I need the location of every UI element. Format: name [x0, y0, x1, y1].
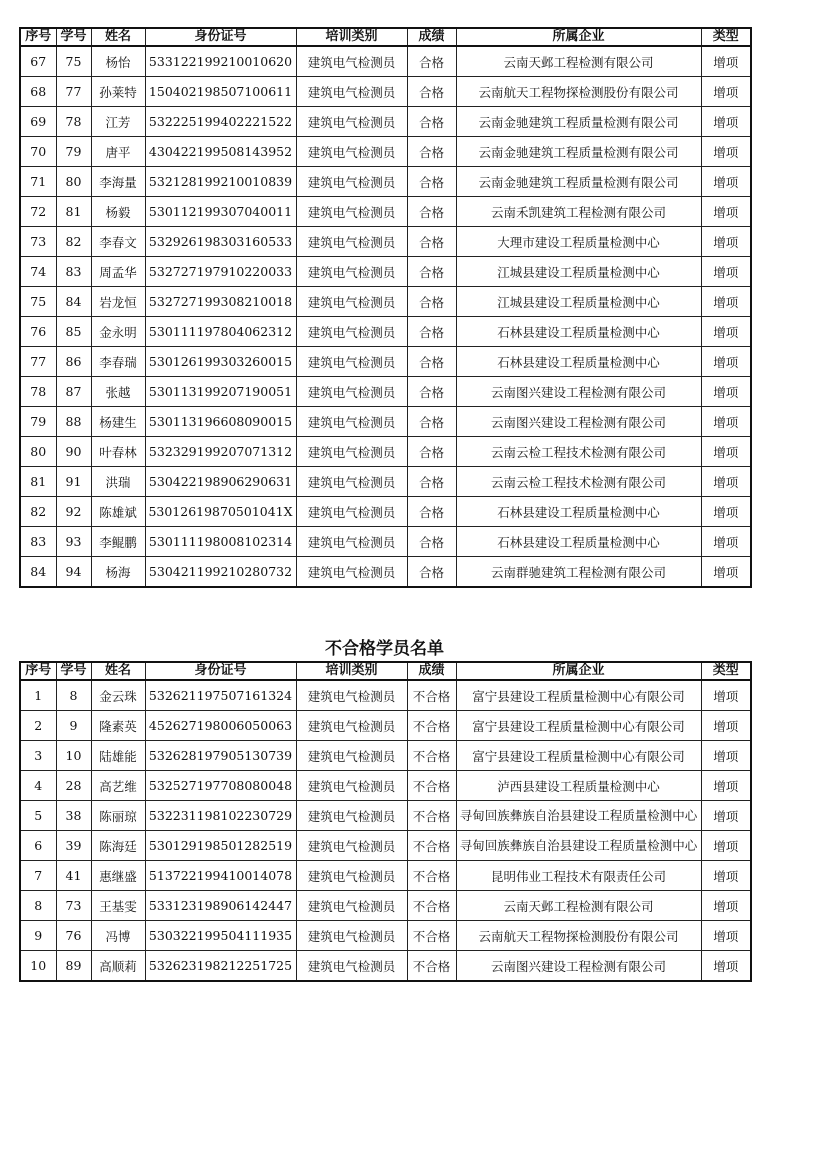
cell-student-no: 39 — [56, 831, 91, 861]
cell-result: 合格 — [407, 527, 456, 557]
cell-company: 石林县建设工程质量检测中心 — [456, 497, 701, 527]
cell-student-no: 9 — [56, 711, 91, 741]
header-result: 成绩 — [407, 28, 456, 46]
cell-id-number: 530113199207190051 — [145, 377, 296, 407]
cell-company: 昆明伟业工程技术有限责任公司 — [456, 861, 701, 891]
table-row — [20, 711, 751, 741]
cell-name: 金永明 — [91, 317, 145, 347]
cell-student-no: 28 — [56, 771, 91, 801]
table-row — [20, 467, 751, 497]
header-student-no: 学号 — [56, 662, 91, 680]
cell-id-number: 533123198906142447 — [145, 891, 296, 921]
header-student-no: 学号 — [56, 28, 91, 46]
cell-name: 陆雄能 — [91, 741, 145, 771]
cell-training-category: 建筑电气检测员 — [296, 407, 407, 437]
cell-name: 唐平 — [91, 137, 145, 167]
table-row — [20, 46, 751, 77]
cell-name: 周孟华 — [91, 257, 145, 287]
cell-seq: 67 — [20, 46, 56, 77]
header-training-category: 培训类别 — [296, 28, 407, 46]
cell-name: 王基雯 — [91, 891, 145, 921]
cell-id-number: 150402198507100611 — [145, 77, 296, 107]
cell-result: 合格 — [407, 46, 456, 77]
cell-seq: 82 — [20, 497, 56, 527]
table-row — [20, 167, 751, 197]
table-row — [20, 861, 751, 891]
cell-result: 合格 — [407, 197, 456, 227]
cell-name: 金云珠 — [91, 680, 145, 711]
cell-company: 云南金驰建筑工程质量检测有限公司 — [456, 137, 701, 167]
cell-training-category: 建筑电气检测员 — [296, 107, 407, 137]
cell-training-category: 建筑电气检测员 — [296, 861, 407, 891]
passed-table-body — [20, 46, 751, 587]
cell-training-category: 建筑电气检测员 — [296, 287, 407, 317]
cell-seq: 4 — [20, 771, 56, 801]
table-row — [20, 921, 751, 951]
cell-student-no: 90 — [56, 437, 91, 467]
cell-name: 高艺维 — [91, 771, 145, 801]
cell-id-number: 530422198906290631 — [145, 467, 296, 497]
cell-result: 合格 — [407, 227, 456, 257]
cell-company: 江城县建设工程质量检测中心 — [456, 257, 701, 287]
cell-id-number: 530322199504111935 — [145, 921, 296, 951]
table-row — [20, 77, 751, 107]
cell-company: 云南航天工程物探检测股份有限公司 — [456, 921, 701, 951]
cell-company: 云南图兴建设工程检测有限公司 — [456, 951, 701, 982]
cell-id-number: 532329199207071312 — [145, 437, 296, 467]
cell-result: 合格 — [407, 137, 456, 167]
cell-name: 李春文 — [91, 227, 145, 257]
cell-seq: 77 — [20, 347, 56, 377]
table-row — [20, 680, 751, 711]
cell-name: 陈雄斌 — [91, 497, 145, 527]
cell-training-category: 建筑电气检测员 — [296, 197, 407, 227]
cell-company: 寻甸回族彝族自治县建设工程质量检测中心 — [456, 801, 701, 831]
cell-student-no: 41 — [56, 861, 91, 891]
cell-result: 不合格 — [407, 680, 456, 711]
cell-company: 云南金驰建筑工程质量检测有限公司 — [456, 107, 701, 137]
cell-name: 李鲲鹏 — [91, 527, 145, 557]
cell-student-no: 83 — [56, 257, 91, 287]
cell-type: 增项 — [701, 107, 751, 137]
table-row — [20, 377, 751, 407]
cell-training-category: 建筑电气检测员 — [296, 437, 407, 467]
cell-student-no: 79 — [56, 137, 91, 167]
cell-student-no: 76 — [56, 921, 91, 951]
header-company: 所属企业 — [456, 662, 701, 680]
cell-student-no: 8 — [56, 680, 91, 711]
cell-id-number: 530129198501282519 — [145, 831, 296, 861]
cell-student-no: 92 — [56, 497, 91, 527]
cell-name: 惠继盛 — [91, 861, 145, 891]
cell-company: 云南图兴建设工程检测有限公司 — [456, 377, 701, 407]
cell-company: 江城县建设工程质量检测中心 — [456, 287, 701, 317]
cell-result: 不合格 — [407, 861, 456, 891]
cell-name: 张越 — [91, 377, 145, 407]
cell-training-category: 建筑电气检测员 — [296, 46, 407, 77]
cell-training-category: 建筑电气检测员 — [296, 891, 407, 921]
cell-id-number: 53012619870501041X — [145, 497, 296, 527]
table-header-row — [20, 28, 751, 46]
cell-type: 增项 — [701, 347, 751, 377]
cell-result: 合格 — [407, 77, 456, 107]
cell-result: 合格 — [407, 437, 456, 467]
table-row — [20, 137, 751, 167]
cell-seq: 5 — [20, 801, 56, 831]
cell-training-category: 建筑电气检测员 — [296, 741, 407, 771]
cell-training-category: 建筑电气检测员 — [296, 497, 407, 527]
cell-seq: 6 — [20, 831, 56, 861]
cell-student-no: 89 — [56, 951, 91, 982]
cell-training-category: 建筑电气检测员 — [296, 347, 407, 377]
cell-seq: 1 — [20, 680, 56, 711]
cell-student-no: 73 — [56, 891, 91, 921]
cell-seq: 71 — [20, 167, 56, 197]
cell-company: 云南航天工程物探检测股份有限公司 — [456, 77, 701, 107]
table-row — [20, 347, 751, 377]
cell-training-category: 建筑电气检测员 — [296, 801, 407, 831]
header-result: 成绩 — [407, 662, 456, 680]
cell-type: 增项 — [701, 527, 751, 557]
cell-training-category: 建筑电气检测员 — [296, 167, 407, 197]
cell-result: 不合格 — [407, 711, 456, 741]
cell-id-number: 530111197804062312 — [145, 317, 296, 347]
cell-type: 增项 — [701, 137, 751, 167]
cell-seq: 74 — [20, 257, 56, 287]
failed-students-table — [19, 661, 752, 982]
cell-result: 合格 — [407, 257, 456, 287]
cell-training-category: 建筑电气检测员 — [296, 77, 407, 107]
cell-result: 不合格 — [407, 801, 456, 831]
cell-id-number: 452627198006050063 — [145, 711, 296, 741]
header-training-category: 培训类别 — [296, 662, 407, 680]
cell-type: 增项 — [701, 287, 751, 317]
header-type: 类型 — [701, 662, 751, 680]
cell-company: 云南图兴建设工程检测有限公司 — [456, 407, 701, 437]
cell-student-no: 81 — [56, 197, 91, 227]
table-row — [20, 771, 751, 801]
header-company: 所属企业 — [456, 28, 701, 46]
cell-result: 不合格 — [407, 771, 456, 801]
cell-id-number: 530112199307040011 — [145, 197, 296, 227]
cell-training-category: 建筑电气检测员 — [296, 377, 407, 407]
cell-student-no: 94 — [56, 557, 91, 588]
cell-seq: 75 — [20, 287, 56, 317]
cell-name: 孙莱特 — [91, 77, 145, 107]
table-row — [20, 557, 751, 588]
cell-id-number: 532621197507161324 — [145, 680, 296, 711]
table-row — [20, 197, 751, 227]
cell-type: 增项 — [701, 467, 751, 497]
cell-type: 增项 — [701, 227, 751, 257]
cell-name: 杨海 — [91, 557, 145, 588]
cell-name: 洪瑞 — [91, 467, 145, 497]
cell-type: 增项 — [701, 557, 751, 588]
cell-company: 泸西县建设工程质量检测中心 — [456, 771, 701, 801]
cell-seq: 76 — [20, 317, 56, 347]
cell-name: 陈海廷 — [91, 831, 145, 861]
cell-seq: 68 — [20, 77, 56, 107]
cell-training-category: 建筑电气检测员 — [296, 680, 407, 711]
cell-type: 增项 — [701, 197, 751, 227]
cell-name: 江芳 — [91, 107, 145, 137]
failed-list-title: 不合格学员名单 — [325, 639, 444, 659]
cell-seq: 80 — [20, 437, 56, 467]
cell-result: 合格 — [407, 347, 456, 377]
cell-name: 李春瑞 — [91, 347, 145, 377]
cell-student-no: 75 — [56, 46, 91, 77]
cell-result: 合格 — [407, 287, 456, 317]
table-row — [20, 497, 751, 527]
cell-result: 合格 — [407, 467, 456, 497]
cell-company: 云南天邺工程检测有限公司 — [456, 891, 701, 921]
cell-student-no: 86 — [56, 347, 91, 377]
cell-company: 石林县建设工程质量检测中心 — [456, 317, 701, 347]
cell-seq: 69 — [20, 107, 56, 137]
cell-company: 富宁县建设工程质量检测中心有限公司 — [456, 680, 701, 711]
cell-training-category: 建筑电气检测员 — [296, 711, 407, 741]
header-id-number: 身份证号 — [145, 662, 296, 680]
failed-table-body — [20, 680, 751, 981]
cell-seq: 10 — [20, 951, 56, 982]
cell-result: 不合格 — [407, 921, 456, 951]
cell-id-number: 530421199210280732 — [145, 557, 296, 588]
cell-type: 增项 — [701, 801, 751, 831]
header-seq: 序号 — [20, 28, 56, 46]
cell-training-category: 建筑电气检测员 — [296, 831, 407, 861]
table-row — [20, 831, 751, 861]
cell-training-category: 建筑电气检测员 — [296, 467, 407, 497]
cell-type: 增项 — [701, 861, 751, 891]
cell-id-number: 532628197905130739 — [145, 741, 296, 771]
cell-training-category: 建筑电气检测员 — [296, 227, 407, 257]
cell-student-no: 82 — [56, 227, 91, 257]
cell-seq: 78 — [20, 377, 56, 407]
cell-company: 云南天邺工程检测有限公司 — [456, 46, 701, 77]
cell-student-no: 88 — [56, 407, 91, 437]
table-row — [20, 527, 751, 557]
cell-name: 冯博 — [91, 921, 145, 951]
cell-seq: 2 — [20, 711, 56, 741]
cell-seq: 7 — [20, 861, 56, 891]
cell-id-number: 513722199410014078 — [145, 861, 296, 891]
cell-name: 杨怡 — [91, 46, 145, 77]
cell-name: 杨建生 — [91, 407, 145, 437]
cell-training-category: 建筑电气检测员 — [296, 317, 407, 347]
cell-id-number: 532926198303160533 — [145, 227, 296, 257]
table-row — [20, 227, 751, 257]
table-row — [20, 891, 751, 921]
header-name: 姓名 — [91, 28, 145, 46]
cell-id-number: 532727197910220033 — [145, 257, 296, 287]
table-row — [20, 741, 751, 771]
cell-company: 富宁县建设工程质量检测中心有限公司 — [456, 711, 701, 741]
cell-seq: 84 — [20, 557, 56, 588]
cell-student-no: 80 — [56, 167, 91, 197]
table-row — [20, 317, 751, 347]
cell-company: 石林县建设工程质量检测中心 — [456, 527, 701, 557]
cell-company: 云南禾凯建筑工程检测有限公司 — [456, 197, 701, 227]
header-seq: 序号 — [20, 662, 56, 680]
cell-name: 隆素英 — [91, 711, 145, 741]
cell-name: 杨毅 — [91, 197, 145, 227]
cell-company: 富宁县建设工程质量检测中心有限公司 — [456, 741, 701, 771]
cell-seq: 70 — [20, 137, 56, 167]
cell-type: 增项 — [701, 407, 751, 437]
cell-student-no: 87 — [56, 377, 91, 407]
cell-student-no: 77 — [56, 77, 91, 107]
cell-seq: 81 — [20, 467, 56, 497]
cell-type: 增项 — [701, 771, 751, 801]
cell-result: 不合格 — [407, 951, 456, 982]
cell-name: 李海量 — [91, 167, 145, 197]
cell-type: 增项 — [701, 317, 751, 347]
cell-seq: 9 — [20, 921, 56, 951]
cell-type: 增项 — [701, 377, 751, 407]
table-row — [20, 257, 751, 287]
cell-training-category: 建筑电气检测员 — [296, 137, 407, 167]
header-type: 类型 — [701, 28, 751, 46]
cell-type: 增项 — [701, 831, 751, 861]
cell-result: 合格 — [407, 317, 456, 347]
cell-result: 合格 — [407, 557, 456, 588]
cell-company: 大理市建设工程质量检测中心 — [456, 227, 701, 257]
cell-seq: 72 — [20, 197, 56, 227]
cell-training-category: 建筑电气检测员 — [296, 921, 407, 951]
cell-id-number: 530113196608090015 — [145, 407, 296, 437]
cell-training-category: 建筑电气检测员 — [296, 557, 407, 588]
cell-id-number: 532527197708080048 — [145, 771, 296, 801]
cell-name: 高顺莉 — [91, 951, 145, 982]
cell-seq: 83 — [20, 527, 56, 557]
cell-type: 增项 — [701, 891, 751, 921]
cell-type: 增项 — [701, 167, 751, 197]
table-row — [20, 801, 751, 831]
cell-type: 增项 — [701, 711, 751, 741]
cell-seq: 79 — [20, 407, 56, 437]
table-row — [20, 951, 751, 982]
cell-result: 合格 — [407, 167, 456, 197]
cell-type: 增项 — [701, 437, 751, 467]
cell-company: 石林县建设工程质量检测中心 — [456, 347, 701, 377]
table-row — [20, 107, 751, 137]
cell-type: 增项 — [701, 257, 751, 287]
cell-student-no: 10 — [56, 741, 91, 771]
cell-type: 增项 — [701, 921, 751, 951]
cell-training-category: 建筑电气检测员 — [296, 951, 407, 982]
cell-training-category: 建筑电气检测员 — [296, 771, 407, 801]
cell-student-no: 85 — [56, 317, 91, 347]
cell-student-no: 84 — [56, 287, 91, 317]
cell-student-no: 91 — [56, 467, 91, 497]
table-row — [20, 287, 751, 317]
cell-seq: 73 — [20, 227, 56, 257]
cell-result: 合格 — [407, 107, 456, 137]
cell-student-no: 93 — [56, 527, 91, 557]
cell-type: 增项 — [701, 497, 751, 527]
header-name: 姓名 — [91, 662, 145, 680]
cell-name: 陈丽琼 — [91, 801, 145, 831]
cell-id-number: 532623198212251725 — [145, 951, 296, 982]
cell-id-number: 533122199210010620 — [145, 46, 296, 77]
cell-company: 寻甸回族彝族自治县建设工程质量检测中心 — [456, 831, 701, 861]
cell-result: 不合格 — [407, 891, 456, 921]
cell-name: 叶春林 — [91, 437, 145, 467]
table-row — [20, 407, 751, 437]
table-row — [20, 437, 751, 467]
cell-type: 增项 — [701, 741, 751, 771]
cell-seq: 8 — [20, 891, 56, 921]
cell-id-number: 530111198008102314 — [145, 527, 296, 557]
cell-type: 增项 — [701, 46, 751, 77]
header-id-number: 身份证号 — [145, 28, 296, 46]
cell-id-number: 430422199508143952 — [145, 137, 296, 167]
cell-company: 云南云检工程技术检测有限公司 — [456, 467, 701, 497]
cell-id-number: 532225199402221522 — [145, 107, 296, 137]
cell-id-number: 532231198102230729 — [145, 801, 296, 831]
cell-type: 增项 — [701, 680, 751, 711]
cell-student-no: 38 — [56, 801, 91, 831]
cell-id-number: 532727199308210018 — [145, 287, 296, 317]
table-header-row — [20, 662, 751, 680]
cell-training-category: 建筑电气检测员 — [296, 527, 407, 557]
passed-students-table — [19, 27, 752, 588]
cell-result: 合格 — [407, 407, 456, 437]
cell-company: 云南群驰建筑工程检测有限公司 — [456, 557, 701, 588]
cell-id-number: 532128199210010839 — [145, 167, 296, 197]
cell-name: 岩龙恒 — [91, 287, 145, 317]
cell-result: 不合格 — [407, 831, 456, 861]
cell-id-number: 530126199303260015 — [145, 347, 296, 377]
cell-student-no: 78 — [56, 107, 91, 137]
cell-type: 增项 — [701, 951, 751, 982]
cell-type: 增项 — [701, 77, 751, 107]
cell-training-category: 建筑电气检测员 — [296, 257, 407, 287]
cell-result: 合格 — [407, 497, 456, 527]
cell-company: 云南金驰建筑工程质量检测有限公司 — [456, 167, 701, 197]
cell-result: 不合格 — [407, 741, 456, 771]
cell-result: 合格 — [407, 377, 456, 407]
cell-company: 云南云检工程技术检测有限公司 — [456, 437, 701, 467]
cell-seq: 3 — [20, 741, 56, 771]
